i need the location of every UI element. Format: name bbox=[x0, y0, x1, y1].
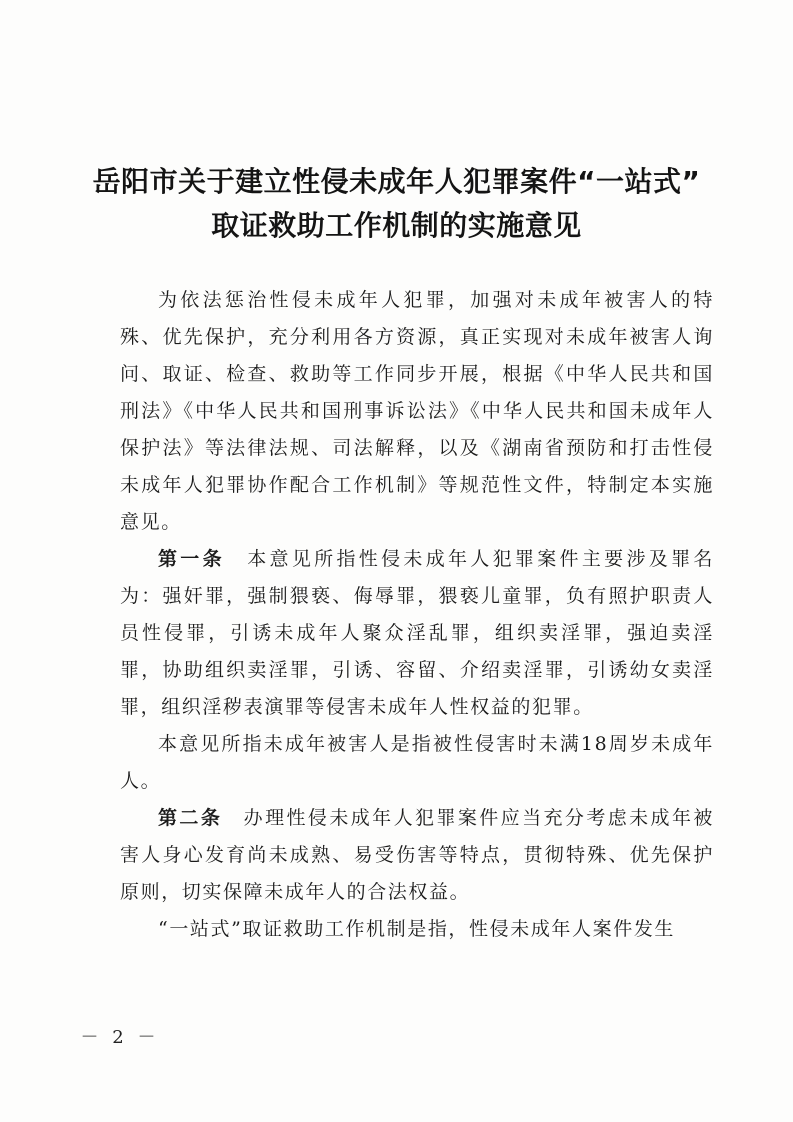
paragraph-text: 本意见所指性侵未成年人犯罪案件主要涉及罪名为：强奸罪，强制猥亵、侮辱罪，猥亵儿童罪，负有照护职责人员性侵罪，引诱未成年人聚众淫乱罪，组织卖淫罪，强迫卖淫罪，协助组织卖淫罪，引诱、容留、介绍卖淫罪，引诱幼女卖淫罪，组织淫秽表演罪等侵害未成年人性权益的犯罪。 bbox=[120, 548, 714, 718]
paragraph-preamble bbox=[120, 282, 714, 541]
article-heading: 第一条 bbox=[158, 548, 225, 570]
paragraph-article-1 bbox=[120, 541, 714, 726]
paragraph-text: 为依法惩治性侵未成年人犯罪，加强对未成年被害人的特殊、优先保护，充分利用各方资源，真正实现对未成年被害人询问、取证、检查、救助等工作同步开展，根据《中华人民共和国刑法》《中华人民共和国刑事诉讼法》《中华人民共和国未成年人保护法》等法律法规、司法解释，以及《湖南省预防和打击性侵未成年人犯罪协作配合工作机制》等规范性文件，特制定本实施意见。 bbox=[120, 289, 714, 533]
paragraph-text: 办理性侵未成年人犯罪案件应当充分考虑未成年被害人身心发育尚未成熟、易受伤害等特点，贯彻特殊、优先保护原则，切实保障未成年人的合法权益。 bbox=[120, 807, 714, 903]
title-line-1: 岳阳市关于建立性侵未成年人犯罪案件“一站式” bbox=[92, 165, 701, 198]
document-title bbox=[0, 160, 793, 248]
paragraph-text: “一站式”取证救助工作机制是指，性侵未成年人案件发生 bbox=[158, 918, 676, 940]
paragraph-text: 本意见所指未成年被害人是指被性侵害时未满18周岁未成年人。 bbox=[120, 733, 714, 792]
document-body bbox=[120, 282, 714, 948]
article-heading: 第二条 bbox=[158, 807, 223, 829]
title-line-2: 取证救助工作机制的实施意见 bbox=[211, 209, 582, 242]
paragraph-article-1-note bbox=[120, 726, 714, 800]
page-number: － 2 － bbox=[80, 1027, 160, 1048]
paragraph-article-2-cont bbox=[120, 911, 714, 948]
paragraph-article-2 bbox=[120, 800, 714, 911]
